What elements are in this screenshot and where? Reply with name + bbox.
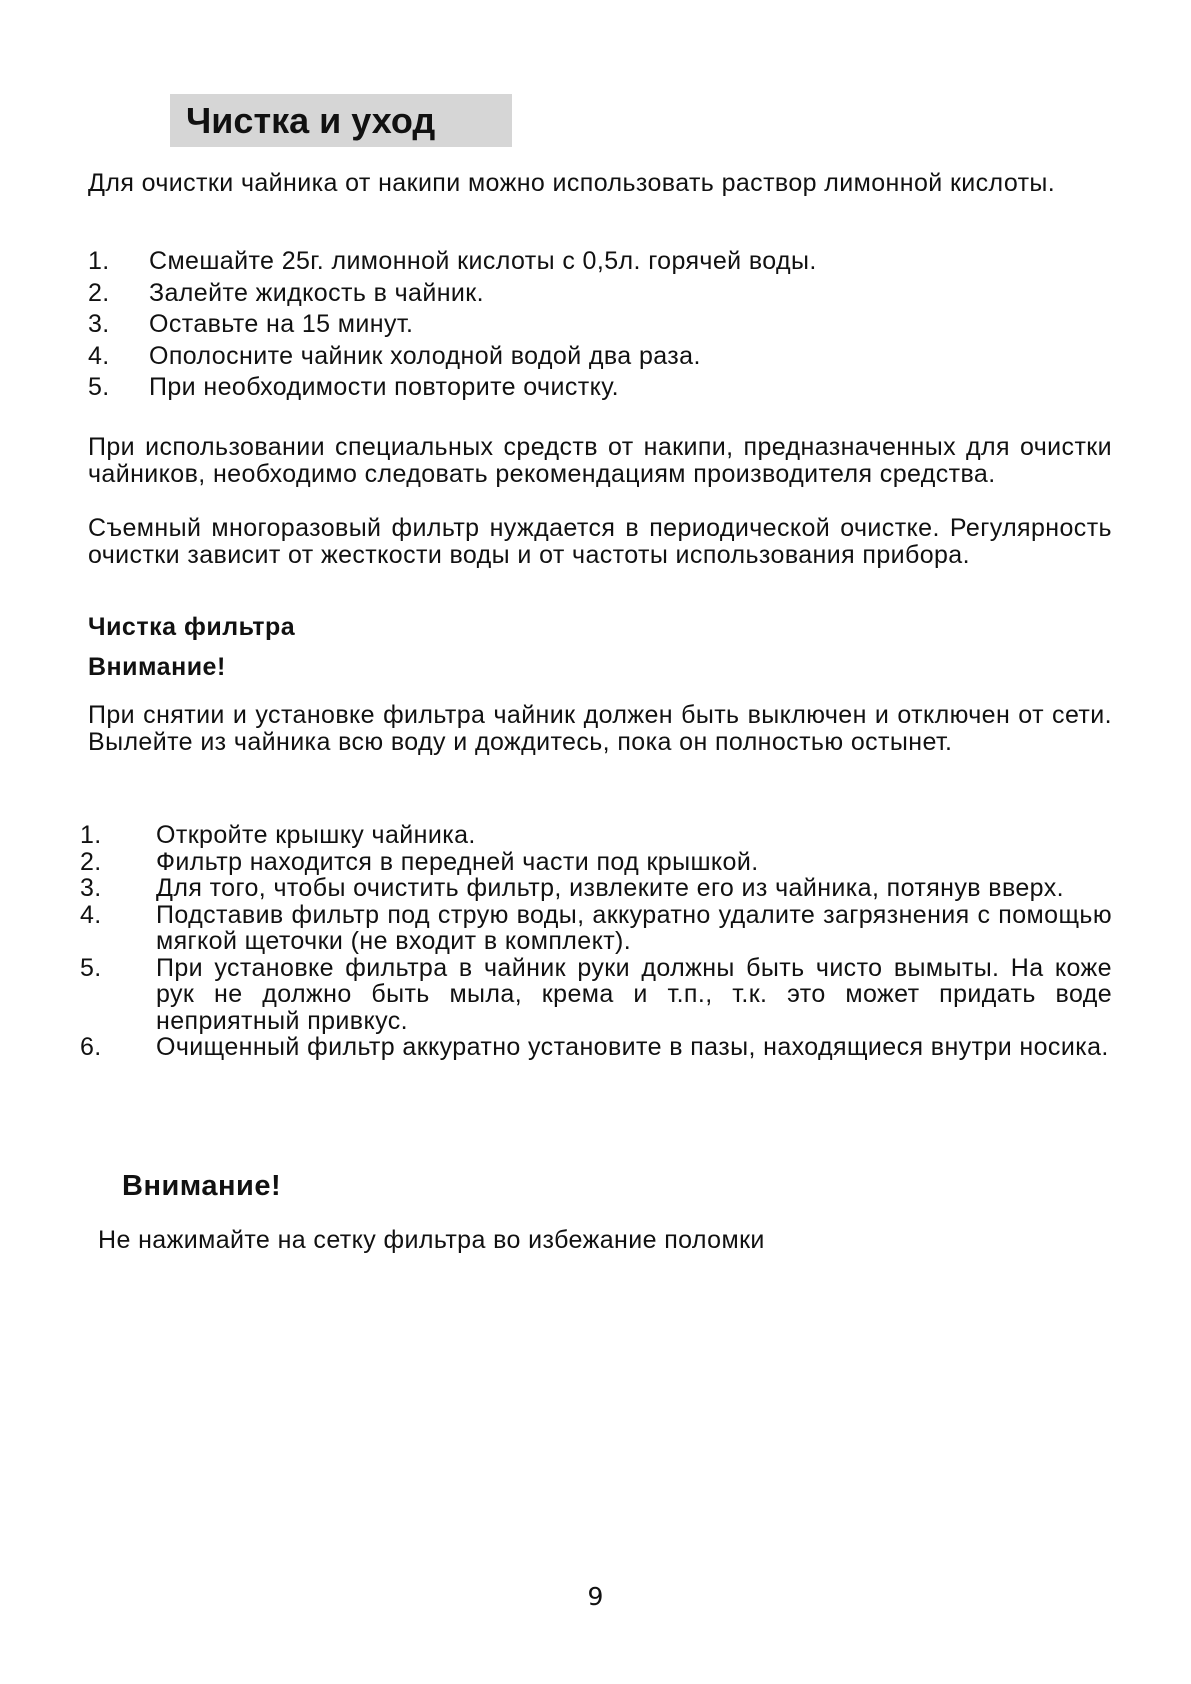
list-item-text: Очищенный фильтр аккуратно установите в пазы, находящиеся внутри носика. (156, 1033, 1109, 1061)
list-item (80, 955, 1112, 1035)
list-item-number: 6. (80, 1033, 102, 1061)
list-item-text: Ополосните чайник холодной водой два раза. (149, 341, 701, 370)
intro-paragraph: Для очистки чайника от накипи можно использовать раствор лимонной кислоты. (88, 169, 1056, 197)
list-item-number: 1. (80, 821, 102, 849)
list-item-number: 5. (80, 953, 102, 982)
list-item-number: 3. (88, 310, 110, 338)
list-item (88, 309, 1112, 341)
list-item-text: Подставив фильтр под струю воды, аккуратно удалите загрязнения с помощью мягкой щеточки (не входит в комплект). (156, 900, 1112, 955)
list-item-number: 3. (80, 874, 102, 902)
list-item-number: 2. (88, 278, 110, 307)
special-agents-paragraph: При использовании специальных средств от накипи, предназначенных для очистки чайников, необходимо следовать рекомендациям производителя средства. (88, 433, 1112, 488)
list-item-text: Фильтр находится в передней части под крышкой. (156, 847, 759, 876)
list-item-number: 4. (80, 900, 102, 929)
list-item-text: При установке фильтра в чайник руки должны быть чисто вымыты. На коже рук не должно быть мыла, крема и т.п., т.к. это может придать воде неприятный привкус. (156, 953, 1112, 1035)
descale-steps-list (88, 246, 1112, 404)
list-item (80, 822, 1112, 849)
list-item (80, 875, 1112, 902)
list-item (80, 902, 1112, 955)
list-item (88, 278, 1112, 310)
section-title: Чистка и уход (170, 94, 512, 147)
list-item-number: 1. (88, 247, 110, 275)
list-item (88, 246, 1112, 278)
page-number: 9 (587, 1582, 604, 1611)
list-item (88, 341, 1112, 373)
list-item (80, 849, 1112, 876)
attention-label-2: Внимание! (122, 1170, 282, 1202)
list-item-number: 5. (88, 373, 110, 401)
list-item-text: Откройте крышку чайника. (156, 821, 476, 849)
attention-label: Внимание! (88, 653, 226, 681)
attention-note: Не нажимайте на сетку фильтра во избежание поломки (98, 1226, 765, 1254)
filter-cleaning-heading: Чистка фильтра (88, 613, 296, 641)
filter-steps-list (80, 822, 1112, 1061)
list-item-text: Залейте жидкость в чайник. (149, 278, 484, 307)
list-item-number: 4. (88, 341, 110, 370)
list-item-text: Оставьте на 15 минут. (149, 310, 414, 338)
filter-care-paragraph: Съемный многоразовый фильтр нуждается в периодической очистке. Регулярность очистки зависит от жесткости воды и от частоты использования прибора. (88, 514, 1112, 569)
list-item (88, 372, 1112, 404)
list-item (80, 1034, 1112, 1061)
attention-paragraph: При снятии и установке фильтра чайник должен быть выключен и отключен от сети. Вылейте из чайника всю воду и дождитесь, пока он полностью остынет. (88, 701, 1112, 756)
list-item-text: При необходимости повторите очистку. (149, 373, 619, 401)
list-item-number: 2. (80, 847, 102, 876)
list-item-text: Смешайте 25г. лимонной кислоты с 0,5л. горячей воды. (149, 247, 817, 275)
list-item-text: Для того, чтобы очистить фильтр, извлеките его из чайника, потянув вверх. (156, 874, 1064, 902)
